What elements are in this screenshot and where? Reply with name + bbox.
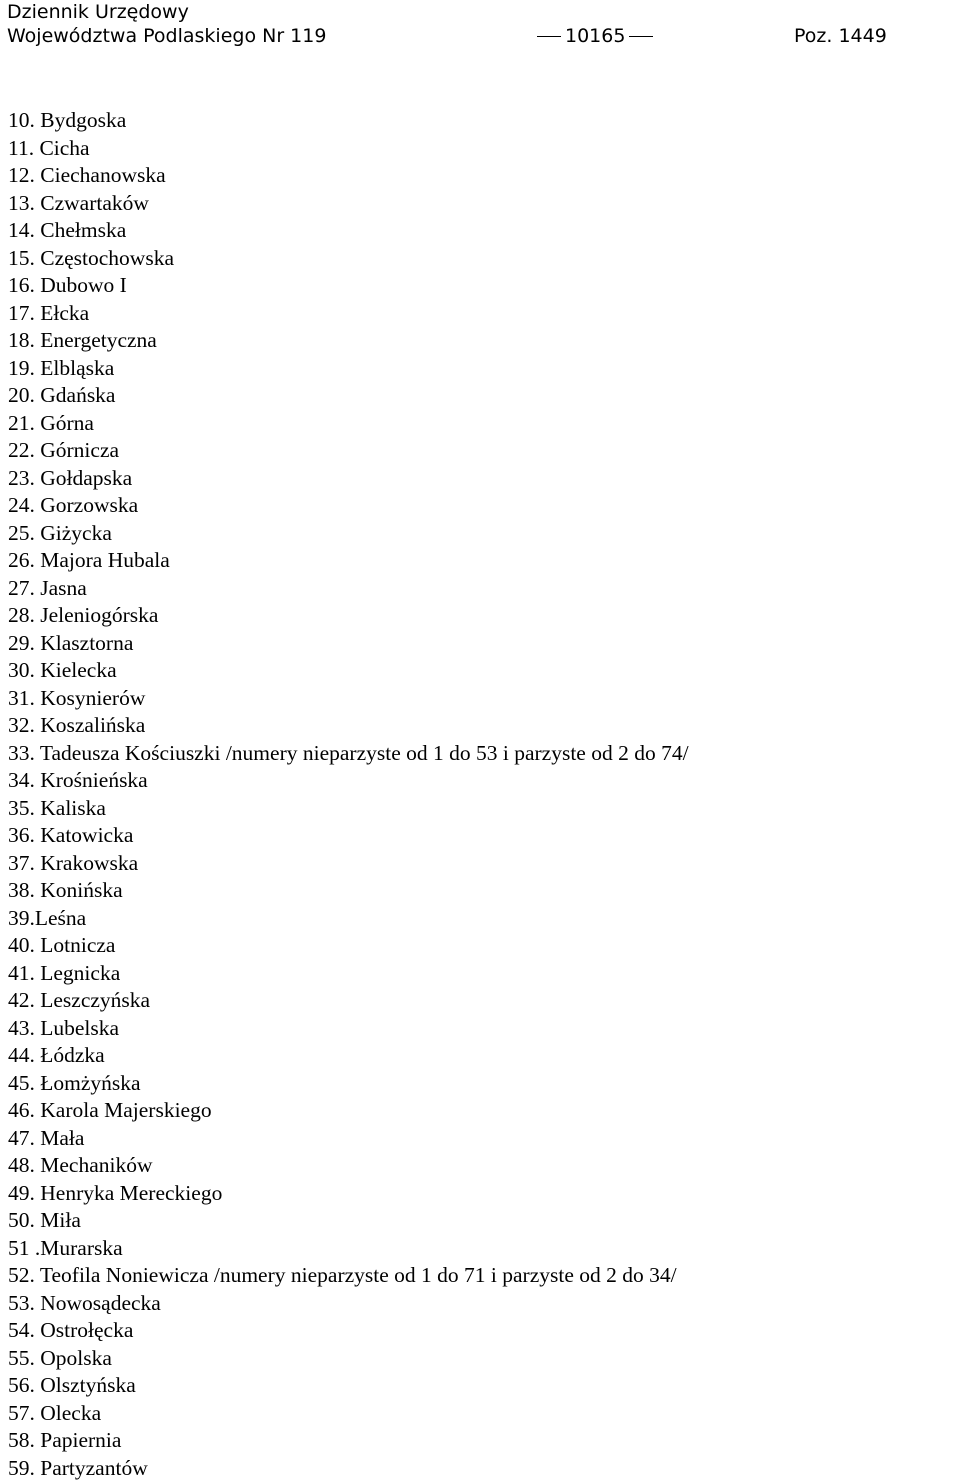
street-list-item: 45. Łomżyńska	[8, 1070, 141, 1095]
street-list-item: 58. Papiernia	[8, 1428, 122, 1452]
street-list-item: 44. Łódzka	[8, 1043, 105, 1067]
street-list-item: 59. Partyzantów	[8, 1455, 148, 1480]
street-list-item: 33. Tadeusza Kościuszki /numery nieparzyste od 1 do 53 i parzyste od 2 do 74/	[8, 740, 689, 765]
street-list-item: 32. Koszalińska	[8, 713, 146, 737]
street-list-item: 51 .Murarska	[8, 1235, 123, 1260]
street-list-item: 55. Opolska	[8, 1345, 112, 1370]
street-list-item: 29. Klasztorna	[8, 630, 134, 655]
street-list-item: 52. Teofila Noniewicza /numery nieparzyste od 1 do 71 i parzyste od 2 do 34/	[8, 1263, 677, 1287]
street-list	[8, 107, 689, 1482]
street-list-item: 56. Olsztyńska	[8, 1373, 136, 1397]
street-list-item: 43. Lubelska	[8, 1015, 120, 1040]
street-list-item: 15. Częstochowska	[8, 245, 174, 270]
street-list-item: 57. Olecka	[8, 1400, 102, 1425]
page-number-right-rule	[629, 36, 653, 37]
street-list-item: 40. Lotnicza	[8, 933, 116, 957]
street-list-item: 42. Leszczyńska	[8, 988, 151, 1012]
street-list-item: 39.Leśna	[8, 905, 87, 930]
street-list-item: 54. Ostrołęcka	[8, 1318, 134, 1342]
page-number: 10165	[565, 25, 626, 47]
street-list-item: 53. Nowosądecka	[8, 1290, 161, 1315]
street-list-item: 46. Karola Majerskiego	[8, 1098, 212, 1122]
street-list-item: 36. Katowicka	[8, 823, 134, 847]
street-list-item: 35. Kaliska	[8, 795, 106, 820]
street-list-item: 20. Gdańska	[8, 383, 116, 407]
street-list-item: 23. Gołdapska	[8, 465, 133, 490]
street-list-item: 27. Jasna	[8, 575, 87, 600]
street-list-item: 26. Majora Hubala	[8, 548, 170, 572]
street-list-item: 34. Krośnieńska	[8, 768, 148, 792]
street-list-item: 47. Mała	[8, 1125, 85, 1150]
street-list-item: 38. Konińska	[8, 878, 123, 902]
street-list-item: 18. Energetyczna	[8, 328, 157, 352]
street-list-item: 37. Krakowska	[8, 850, 139, 875]
street-list-item: 11. Cicha	[8, 135, 90, 160]
street-list-item: 49. Henryka Mereckiego	[8, 1180, 223, 1205]
page-header	[7, 0, 887, 48]
street-list-item: 21. Górna	[8, 410, 94, 435]
journal-subtitle-row	[7, 24, 887, 48]
street-list-item: 12. Ciechanowska	[8, 163, 166, 187]
position-number: Poz. 1449	[794, 25, 887, 47]
street-list-item: 13. Czwartaków	[8, 190, 149, 215]
street-list-item: 22. Górnicza	[8, 438, 120, 462]
street-list-item: 14. Chełmska	[8, 218, 127, 242]
street-list-item: 41. Legnicka	[8, 960, 121, 985]
street-list-item: 31. Kosynierów	[8, 685, 146, 710]
street-list-item: 50. Miła	[8, 1208, 81, 1232]
page-number-left-rule	[537, 36, 561, 37]
street-list-item: 17. Ełcka	[8, 300, 90, 325]
street-list-item: 24. Gorzowska	[8, 493, 139, 517]
street-list-item: 10. Bydgoska	[8, 108, 127, 132]
street-list-item: 25. Giżycka	[8, 520, 112, 545]
street-list-item: 16. Dubowo I	[8, 273, 127, 297]
street-list-item: 28. Jeleniogórska	[8, 603, 159, 627]
journal-title: Dziennik Urzędowy	[7, 1, 189, 23]
journal-issue: Województwa Podlaskiego Nr 119	[7, 25, 327, 47]
street-list-item: 48. Mechaników	[8, 1153, 153, 1177]
page-number-block	[533, 24, 657, 48]
street-list-item: 30. Kielecka	[8, 658, 117, 682]
street-list-item: 19. Elbląska	[8, 355, 115, 380]
